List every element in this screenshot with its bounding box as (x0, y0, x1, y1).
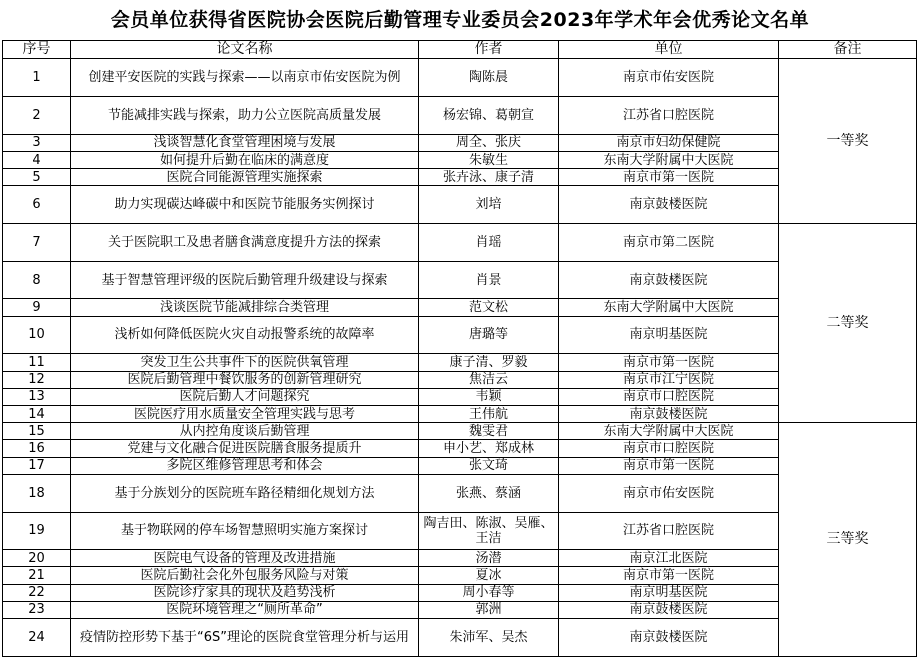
unit-cell: 南京市佑安医院 (559, 474, 779, 512)
unit-cell: 南京鼓楼医院 (559, 601, 779, 618)
seq-cell: 19 (3, 512, 71, 550)
seq-cell: 14 (3, 405, 71, 422)
paper-title-cell: 如何提升后勤在临床的满意度 (71, 151, 419, 168)
author-cell: 夏冰 (419, 567, 559, 584)
table-row (3, 224, 917, 262)
seq-cell: 21 (3, 567, 71, 584)
paper-title-cell: 基于分族划分的医院班车路径精细化规划方法 (71, 474, 419, 512)
unit-cell: 东南大学附属中大医院 (559, 299, 779, 316)
header-note: 备注 (779, 41, 917, 59)
author-cell: 肖景 (419, 261, 559, 299)
header-unit: 单位 (559, 41, 779, 59)
author-cell: 周小春等 (419, 584, 559, 601)
author-cell: 申小艺、郑成林 (419, 440, 559, 457)
unit-cell: 南京市口腔医院 (559, 388, 779, 405)
unit-cell: 南京鼓楼医院 (559, 405, 779, 422)
paper-title-cell: 医院电气设备的管理及改进措施 (71, 550, 419, 567)
paper-title-cell: 创建平安医院的实践与探索——以南京市佑安医院为例 (71, 59, 419, 97)
author-cell: 汤潜 (419, 550, 559, 567)
page-title: 会员单位获得省医院协会医院后勤管理专业委员会2023年学术年会优秀论文名单 (110, 9, 810, 31)
header-author: 作者 (419, 41, 559, 59)
seq-cell: 20 (3, 550, 71, 567)
seq-cell: 4 (3, 151, 71, 168)
seq-cell: 23 (3, 601, 71, 618)
award-first-prize: 一等奖 (779, 59, 917, 224)
paper-title-cell: 浅析如何降低医院火灾自动报警系统的故障率 (71, 316, 419, 354)
author-cell: 韦颖 (419, 388, 559, 405)
unit-cell: 南京市口腔医院 (559, 440, 779, 457)
author-cell: 张卉泳、康子清 (419, 169, 559, 186)
seq-cell: 24 (3, 619, 71, 657)
unit-cell: 南京明基医院 (559, 584, 779, 601)
author-cell: 郭洲 (419, 601, 559, 618)
author-cell: 焦洁云 (419, 371, 559, 388)
author-cell: 唐璐等 (419, 316, 559, 354)
unit-cell: 东南大学附属中大医院 (559, 423, 779, 440)
author-cell: 康子清、罗毅 (419, 354, 559, 371)
author-cell: 张文琦 (419, 457, 559, 474)
paper-title-cell: 助力实现碳达峰碳中和医院节能服务实例探讨 (71, 186, 419, 224)
author-cell: 陶陈晨 (419, 59, 559, 97)
unit-cell: 南京市第一医院 (559, 457, 779, 474)
header-paper-title: 论文名称 (71, 41, 419, 59)
paper-title-cell: 党建与文化融合促进医院膳食服务提质升 (71, 440, 419, 457)
unit-cell: 南京市第一医院 (559, 169, 779, 186)
paper-title-cell: 医院环境管理之“厕所革命” (71, 601, 419, 618)
header-seq: 序号 (3, 41, 71, 59)
paper-title-cell: 浅谈医院节能减排综合类管理 (71, 299, 419, 316)
unit-cell: 南京市江宁医院 (559, 371, 779, 388)
unit-cell: 南京市第一医院 (559, 354, 779, 371)
unit-cell: 东南大学附属中大医院 (559, 151, 779, 168)
author-cell: 王伟航 (419, 405, 559, 422)
seq-cell: 13 (3, 388, 71, 405)
table-row (3, 59, 917, 97)
seq-cell: 3 (3, 134, 71, 151)
paper-title-cell: 基于物联网的停车场智慧照明实施方案探讨 (71, 512, 419, 550)
paper-title-cell: 医院合同能源管理实施探索 (71, 169, 419, 186)
unit-cell: 南京鼓楼医院 (559, 619, 779, 657)
paper-title-cell: 医院后勤人才问题探究 (71, 388, 419, 405)
seq-cell: 16 (3, 440, 71, 457)
paper-title-cell: 突发卫生公共事件下的医院供氧管理 (71, 354, 419, 371)
unit-cell: 南京市佑安医院 (559, 59, 779, 97)
seq-cell: 6 (3, 186, 71, 224)
paper-title-cell: 医院后勤管理中餐饮服务的创新管理研究 (71, 371, 419, 388)
award-table (2, 40, 917, 657)
seq-cell: 12 (3, 371, 71, 388)
author-cell: 朱沛军、吴杰 (419, 619, 559, 657)
author-cell: 张燕、蔡涵 (419, 474, 559, 512)
seq-cell: 17 (3, 457, 71, 474)
seq-cell: 11 (3, 354, 71, 371)
unit-cell: 江苏省口腔医院 (559, 512, 779, 550)
paper-title-cell: 医院医疗用水质量安全管理实践与思考 (71, 405, 419, 422)
author-cell: 范文松 (419, 299, 559, 316)
paper-title-cell: 医院诊疗家具的现状及趋势浅析 (71, 584, 419, 601)
paper-title-cell: 多院区维修管理思考和体会 (71, 457, 419, 474)
seq-cell: 7 (3, 224, 71, 262)
paper-title-cell: 医院后勤社会化外包服务风险与对策 (71, 567, 419, 584)
author-cell: 朱敏生 (419, 151, 559, 168)
unit-cell: 江苏省口腔医院 (559, 96, 779, 134)
seq-cell: 1 (3, 59, 71, 97)
unit-cell: 南京鼓楼医院 (559, 261, 779, 299)
unit-cell: 南京明基医院 (559, 316, 779, 354)
table-header-row (3, 41, 917, 59)
unit-cell: 南京市妇幼保健院 (559, 134, 779, 151)
author-cell: 周全、张庆 (419, 134, 559, 151)
award-third-prize: 三等奖 (779, 423, 917, 657)
author-cell: 肖瑶 (419, 224, 559, 262)
paper-title-cell: 基于智慧管理评级的医院后勤管理升级建设与探索 (71, 261, 419, 299)
table-row (3, 423, 917, 440)
seq-cell: 18 (3, 474, 71, 512)
author-cell: 刘培 (419, 186, 559, 224)
unit-cell: 南京市第二医院 (559, 224, 779, 262)
seq-cell: 10 (3, 316, 71, 354)
unit-cell: 南京鼓楼医院 (559, 186, 779, 224)
seq-cell: 2 (3, 96, 71, 134)
paper-title-cell: 从内控角度谈后勤管理 (71, 423, 419, 440)
paper-title-cell: 浅谈智慧化食堂管理困境与发展 (71, 134, 419, 151)
seq-cell: 15 (3, 423, 71, 440)
paper-title-cell: 疫情防控形势下基于“6S”理论的医院食堂管理分析与运用 (71, 619, 419, 657)
seq-cell: 8 (3, 261, 71, 299)
seq-cell: 22 (3, 584, 71, 601)
author-cell: 陶吉田、陈淑、吴雁、王洁 (419, 512, 559, 550)
paper-title-cell: 关于医院职工及患者膳食满意度提升方法的探索 (71, 224, 419, 262)
seq-cell: 9 (3, 299, 71, 316)
seq-cell: 5 (3, 169, 71, 186)
unit-cell: 南京江北医院 (559, 550, 779, 567)
author-cell: 杨宏锦、葛朝宣 (419, 96, 559, 134)
unit-cell: 南京市第一医院 (559, 567, 779, 584)
author-cell: 魏雯君 (419, 423, 559, 440)
award-second-prize: 二等奖 (779, 224, 917, 423)
paper-title-cell: 节能减排实践与探索，助力公立医院高质量发展 (71, 96, 419, 134)
